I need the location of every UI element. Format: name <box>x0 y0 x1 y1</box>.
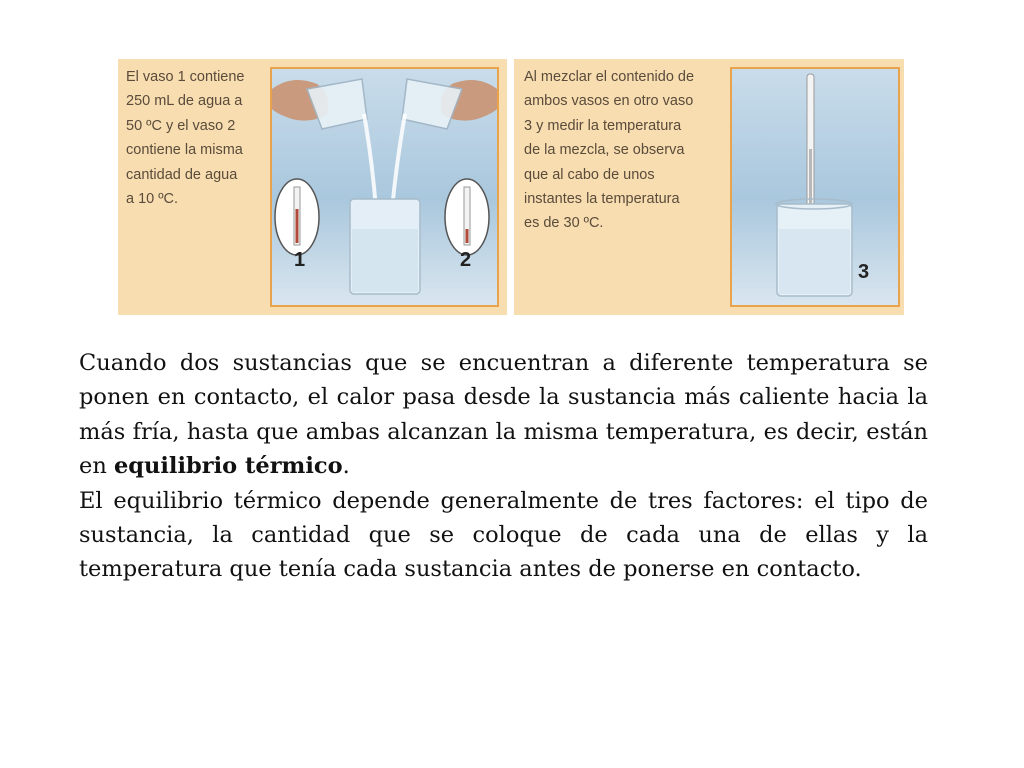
mixture-illustration <box>732 69 898 305</box>
left-caption: El vaso 1 contiene 250 mL de agua a 50 ºC y el vaso 2 contiene la misma cantidad de agua a 10 ºC. <box>126 69 245 208</box>
glass-number-2: 2 <box>460 249 472 271</box>
glass-number-1: 1 <box>294 249 306 271</box>
right-caption: Al mezclar el contenido de ambos vasos en otro vaso 3 y medir la temperatura de la mezcla, se observa que al cabo de unos instantes la temperatura es de 30 ºC. <box>524 69 695 232</box>
paragraph-2: El equilibrio térmico depende generalmente de tres factores: el tipo de sustancia, la cantidad que se coloque de cada una de ellas y la temperatura que tenía cada sustancia antes de ponerse en contacto. <box>79 487 928 583</box>
figure-panel-right <box>514 59 904 315</box>
equilibrium-term: equilibrio térmico <box>113 453 343 480</box>
paragraph-1-end: . <box>342 453 350 480</box>
pouring-photo <box>270 67 499 307</box>
figure-panel-left <box>118 59 507 315</box>
body-text <box>79 346 928 587</box>
paragraph-1-text: Cuando dos sustancias que se encuentran a diferente temperatura se ponen en contacto, el calor pasa desde la sustancia más caliente hacia la más fría, hasta que ambas alcanzan la misma temperatura, es decir, están en <box>79 350 928 480</box>
glass-number-3: 3 <box>858 261 870 283</box>
mixture-photo <box>730 67 900 307</box>
paragraph-1 <box>79 346 928 484</box>
panel-divider <box>507 59 514 315</box>
